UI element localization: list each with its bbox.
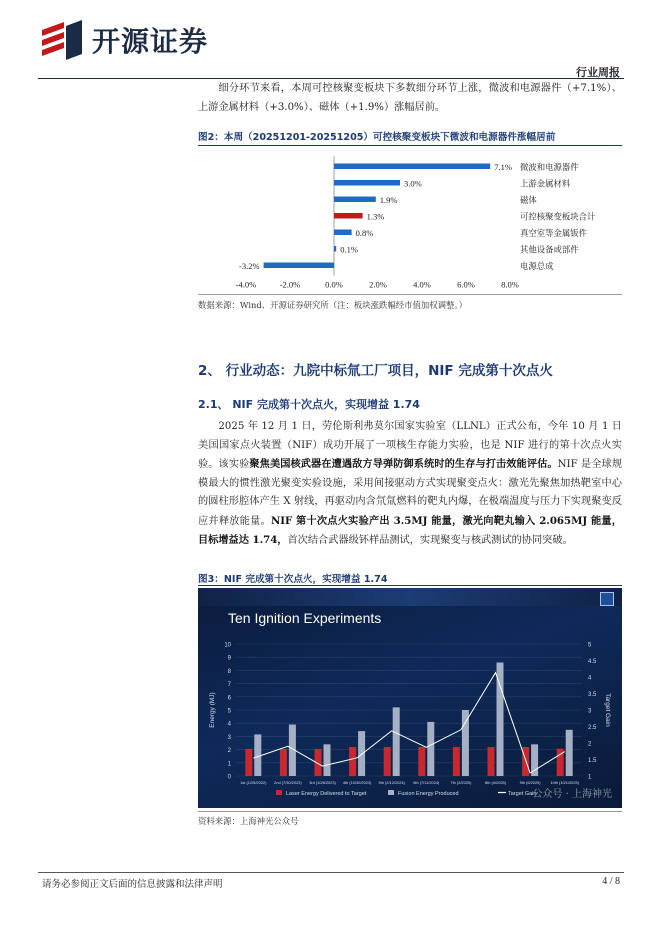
- x-tick-label: 5th (2/12/2024): [378, 780, 405, 785]
- category-label: 微波和电源器件: [520, 161, 579, 172]
- footer-disclaimer: 请务必参阅正文后面的信息披露和法律声明: [42, 879, 223, 890]
- bar-value-label: -3.2%: [239, 260, 260, 271]
- x-tick-label: 6.0%: [457, 279, 475, 290]
- fusion-energy-bar: [358, 731, 365, 776]
- company-name: 开源证券: [92, 25, 209, 58]
- category-label: 磁体: [520, 194, 537, 205]
- category-label: 电源总成: [520, 260, 554, 271]
- nif-paragraph: [198, 418, 622, 551]
- header-rule: [38, 78, 624, 79]
- y-right-tick: 2.5: [588, 725, 597, 731]
- laser-energy-bar: [453, 747, 460, 776]
- fusion-energy-bar: [427, 722, 434, 776]
- subsection-title: 2.1、 NIF 完成第十次点火，实现增益 1.74: [198, 398, 420, 411]
- x-tick-label: 7th (2/2025): [450, 780, 472, 785]
- bar: [334, 164, 490, 170]
- y-right-tick: 4: [588, 675, 592, 682]
- x-tick-label: -4.0%: [235, 279, 257, 290]
- bar-value-label: 7.1%: [494, 161, 512, 172]
- image-watermark: 公众号 · 上海神光: [532, 789, 612, 800]
- footer-rule: [38, 872, 624, 873]
- y-left-axis-label: Energy (MJ): [209, 692, 216, 728]
- nif-text-b: 聚焦美国核武器在遭遇敌方导弹防御系统时的生存与打击效能评估。: [249, 458, 558, 470]
- figure2-title: 图2：本周（20251201-20251205）可控核聚变板块下微波和电源器件涨幅居前: [198, 132, 556, 143]
- y-right-tick: 5: [588, 642, 592, 649]
- y-right-axis-label: Target Gain: [604, 693, 611, 727]
- fusion-energy-bar: [566, 730, 573, 776]
- fusion-energy-bar: [254, 734, 261, 776]
- x-tick-label: 2nd (7/30/2023): [274, 780, 302, 785]
- x-tick-label: 1st (12/5/2022): [240, 780, 267, 785]
- laser-energy-bar: [349, 747, 356, 776]
- figure3-bottom-rule: [198, 811, 622, 812]
- x-tick-label: 10th (10/1/2025): [550, 780, 579, 785]
- legend-label: Laser Energy Delivered to Target: [286, 791, 367, 797]
- bar-value-label: 3.0%: [404, 178, 422, 189]
- y-left-tick: 8: [227, 668, 231, 675]
- x-tick-label: 9th (6/2025): [519, 780, 541, 785]
- bar: [334, 197, 376, 203]
- bar: [264, 263, 334, 269]
- category-label: 可控核聚变板块合计: [520, 211, 596, 222]
- target-gain-line: [253, 673, 564, 773]
- image-title: Ten Ignition Experiments: [228, 610, 382, 626]
- y-left-tick: 2: [227, 748, 231, 755]
- laser-energy-bar: [245, 749, 252, 776]
- company-logo: [38, 18, 208, 62]
- bar: [334, 213, 363, 219]
- page-number: 4 / 8: [602, 876, 620, 887]
- bar: [334, 180, 400, 186]
- x-tick-label: 0.0%: [325, 279, 343, 290]
- figure3-top-rule: [198, 585, 622, 586]
- legend-swatch: [388, 790, 394, 795]
- category-label: 真空室等金属钣件: [520, 227, 587, 238]
- nif-ignition-image: [198, 588, 622, 808]
- laser-energy-bar: [280, 749, 287, 776]
- laser-energy-bar: [488, 747, 495, 776]
- y-left-tick: 4: [227, 721, 231, 728]
- figure2-source: 数据来源：Wind、开源证券研究所（注：板块涨跌幅经市值加权调整。）: [198, 300, 467, 310]
- laser-energy-bar: [418, 747, 425, 776]
- bar: [334, 246, 336, 252]
- y-left-tick: 6: [227, 695, 231, 702]
- legend-label: Target Gain: [508, 791, 537, 797]
- x-tick-label: 4th (10/30/2023): [342, 780, 372, 785]
- figure2-bottom-rule: [198, 294, 622, 295]
- y-left-tick: 7: [227, 682, 231, 689]
- bar-value-label: 1.9%: [379, 194, 398, 205]
- bar-value-label: 1.3%: [366, 211, 385, 222]
- figure3-source: 资料来源：上海神光公众号: [198, 816, 299, 826]
- figure3-title: 图3：NIF 完成第十次点火，实现增益 1.74: [198, 574, 388, 585]
- laser-energy-bar: [384, 747, 391, 776]
- category-label: 上游金属材料: [520, 178, 571, 189]
- y-right-tick: 2: [588, 741, 592, 748]
- y-right-tick: 3.5: [588, 692, 597, 698]
- y-left-tick: 3: [227, 734, 231, 741]
- nif-text-a: 2025 年 12 月 1 日，劳伦斯利弗莫尔国家实验室（LLNL）正式公布，今年 10 月 1 日美国国家点火装置（NIF）成功开展了一项核生存能力实验，也是 NIF 进行的第十次点火实验。该实验: [198, 421, 622, 470]
- nif-text-c: NIF 是全球规模最大的惯性激光聚变实验设施，采用间接驱动方式实现聚变点火：激光先聚焦加热靶室中心的圆柱形腔体产生 X 射线，再驱动内含氘氚燃料的靶丸内爆，在极端温度与压力下实现聚变反应并释放能量。: [198, 459, 623, 527]
- x-tick-label: 6th (7/11/2024): [413, 780, 440, 785]
- y-left-tick: 0: [227, 774, 231, 781]
- y-right-tick: 1: [588, 774, 592, 781]
- x-tick-label: 4.0%: [413, 279, 431, 290]
- x-tick-label: 3rd (10/8/2023): [309, 780, 336, 785]
- bar-value-label: 0.1%: [340, 244, 358, 255]
- y-left-tick: 9: [227, 655, 231, 662]
- intro-paragraph: 细分环节来看，本周可控核聚变板块下多数细分环节上涨，微波和电源器件（+7.1%）、上游金属材料（+3.0%）、磁体（+1.9%）涨幅居前。: [198, 83, 622, 113]
- category-label: 其他设备或部件: [520, 244, 579, 255]
- y-left-tick: 10: [224, 642, 231, 649]
- x-tick-label: 8.0%: [501, 279, 519, 290]
- y-left-tick: 1: [227, 761, 231, 768]
- fusion-energy-bar: [324, 744, 331, 776]
- nif-text-e: 首次结合武器级钚样品测试，实现聚变与核武测试的协同突破。: [287, 535, 573, 546]
- section-title: 2、 行业动态：九院中标氚工厂项目，NIF 完成第十次点火: [198, 363, 553, 379]
- fusion-energy-bar: [462, 710, 469, 776]
- fusion-energy-bar: [393, 707, 400, 776]
- y-left-tick: 5: [227, 708, 231, 715]
- report-type: 行业周报: [576, 66, 620, 79]
- sector-performance-chart: [198, 150, 622, 292]
- x-tick-label: 8th (4/2025): [485, 780, 506, 785]
- nif-text-d: NIF 第十次点火实验产出 3.5MJ 能量，激光向靶丸输入 2.065MJ 能量，目标增益达 1.74，: [198, 514, 622, 546]
- legend-label: Fusion Energy Produced: [398, 791, 459, 797]
- y-right-tick: 4.5: [588, 659, 597, 665]
- bar: [334, 230, 352, 236]
- y-right-tick: 1.5: [588, 758, 597, 764]
- kaiyuan-logo-icon: [38, 18, 86, 62]
- ignition-experiments-chart: [198, 588, 622, 808]
- legend-swatch: [276, 790, 282, 795]
- figure2-top-rule: [198, 145, 622, 146]
- x-tick-label: 2.0%: [369, 279, 387, 290]
- bar-value-label: 0.8%: [355, 227, 374, 238]
- y-right-tick: 3: [588, 708, 592, 715]
- x-tick-label: -2.0%: [279, 279, 301, 290]
